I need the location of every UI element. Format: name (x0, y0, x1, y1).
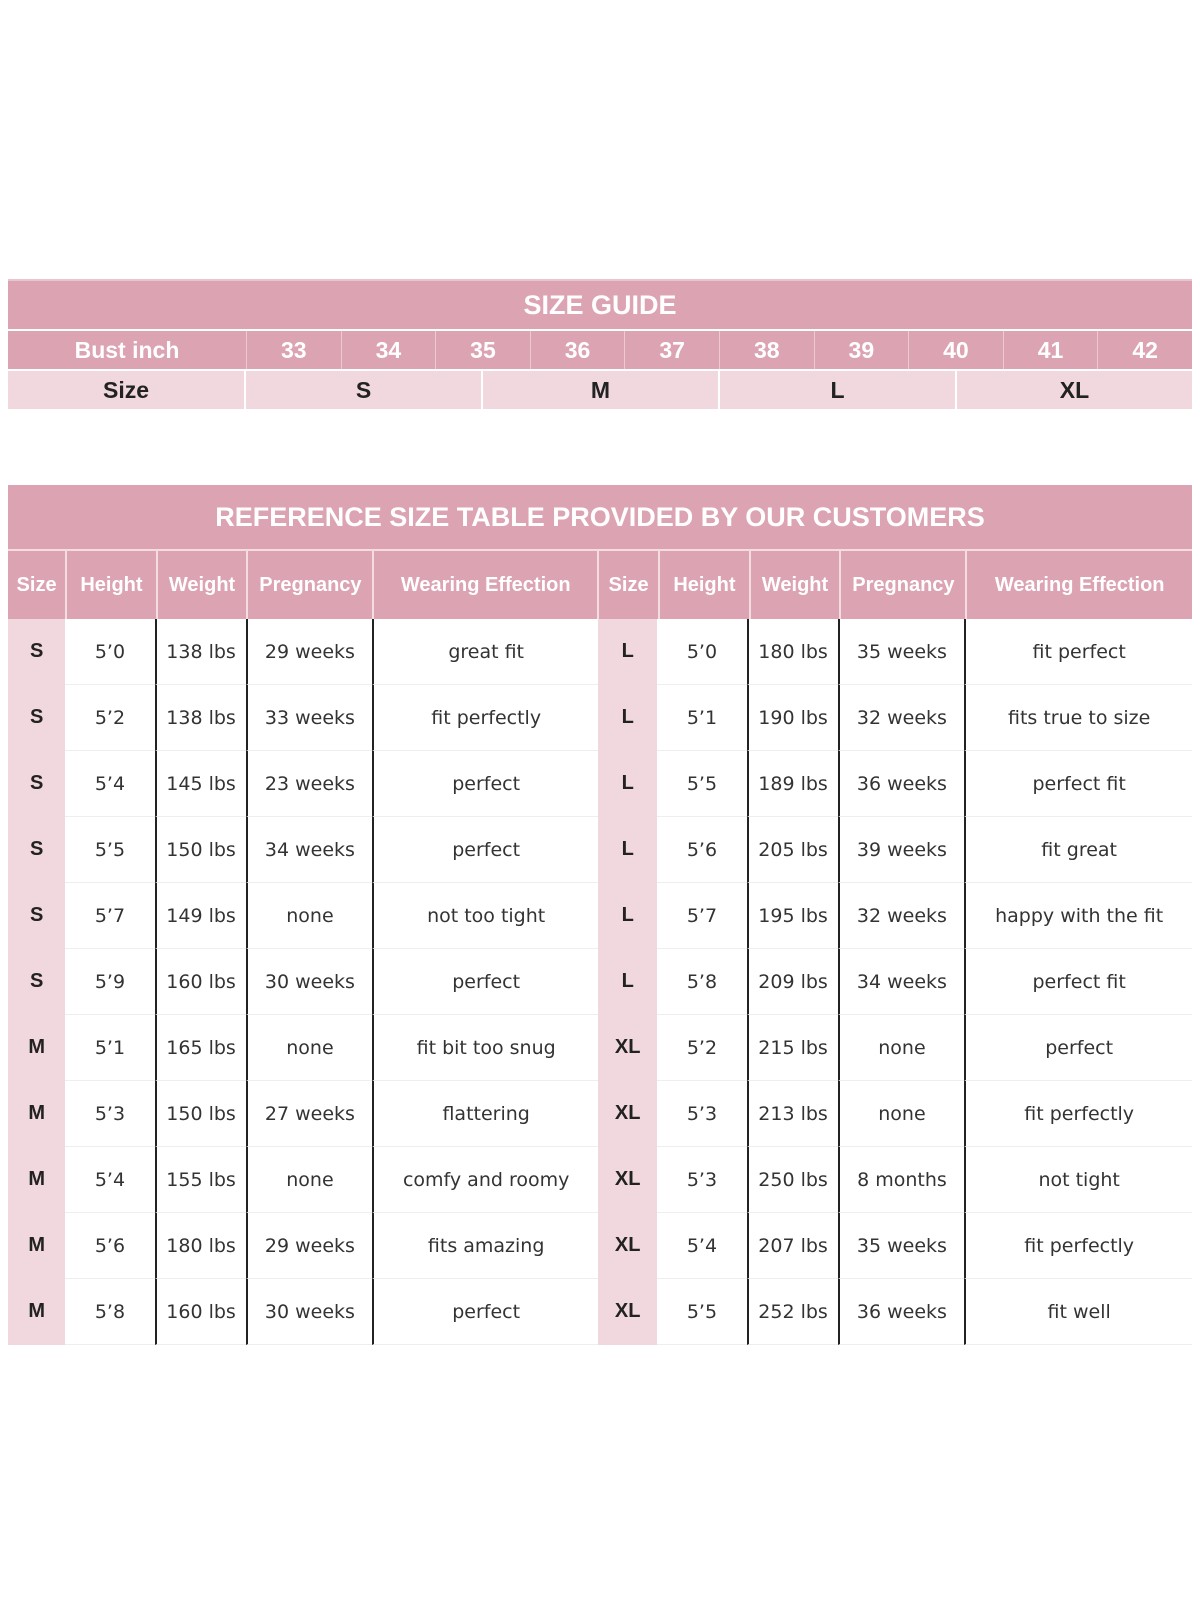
cell-pregnancy: 23 weeks (246, 751, 373, 817)
cell-pregnancy: 29 weeks (246, 1213, 373, 1279)
bust-row (8, 331, 1192, 369)
cell-pregnancy: 27 weeks (246, 1081, 373, 1147)
cell-weight: 155 lbs (155, 1147, 246, 1213)
table-row (8, 949, 1192, 1015)
cell-pregnancy: 36 weeks (838, 1279, 965, 1345)
cell-size: L (598, 619, 657, 685)
header-pregnancy: Pregnancy (839, 551, 965, 619)
table-row (8, 1213, 1192, 1279)
reference-title: REFERENCE SIZE TABLE PROVIDED BY OUR CUSTOMERS (8, 485, 1192, 551)
cell-weight: 205 lbs (747, 817, 838, 883)
cell-pregnancy: none (838, 1015, 965, 1081)
cell-weight: 180 lbs (747, 619, 838, 685)
cell-wearing-effection: perfect (372, 1279, 598, 1345)
cell-weight: 207 lbs (747, 1213, 838, 1279)
cell-weight: 165 lbs (155, 1015, 246, 1081)
cell-wearing-effection: perfect (372, 949, 598, 1015)
cell-pregnancy: none (246, 1147, 373, 1213)
header-weight: Weight (156, 551, 247, 619)
header-wearing-effection: Wearing Effection (965, 551, 1192, 619)
cell-wearing-effection: perfect fit (964, 949, 1192, 1015)
reference-header-row (8, 551, 1192, 619)
cell-weight: 138 lbs (155, 619, 246, 685)
cell-wearing-effection: fits true to size (964, 685, 1192, 751)
cell-height: 5’9 (65, 949, 154, 1015)
cell-pregnancy: none (246, 883, 373, 949)
cell-wearing-effection: perfect (964, 1015, 1192, 1081)
cell-pregnancy: 30 weeks (246, 1279, 373, 1345)
table-row (8, 1147, 1192, 1213)
bust-value: 35 (435, 331, 530, 369)
cell-height: 5’5 (657, 751, 746, 817)
cell-height: 5’0 (657, 619, 746, 685)
cell-height: 5’8 (65, 1279, 154, 1345)
cell-wearing-effection: comfy and roomy (372, 1147, 598, 1213)
cell-wearing-effection: fit perfectly (964, 1213, 1192, 1279)
bust-value: 33 (246, 331, 341, 369)
cell-weight: 150 lbs (155, 817, 246, 883)
bust-value: 42 (1097, 331, 1192, 369)
cell-wearing-effection: great fit (372, 619, 598, 685)
cell-height: 5’5 (65, 817, 154, 883)
bust-value: 36 (530, 331, 625, 369)
cell-weight: 209 lbs (747, 949, 838, 1015)
size-guide-title: SIZE GUIDE (8, 279, 1192, 329)
size-value: L (718, 371, 955, 409)
table-row (8, 817, 1192, 883)
cell-size: L (598, 685, 657, 751)
cell-pregnancy: 39 weeks (838, 817, 965, 883)
cell-size: L (598, 817, 657, 883)
cell-wearing-effection: fit perfectly (964, 1081, 1192, 1147)
bust-value: 40 (908, 331, 1003, 369)
header-wearing-effection: Wearing Effection (372, 551, 597, 619)
cell-height: 5’8 (657, 949, 746, 1015)
table-row (8, 1015, 1192, 1081)
cell-pregnancy: 34 weeks (246, 817, 373, 883)
cell-pregnancy: 35 weeks (838, 619, 965, 685)
size-value: S (244, 371, 481, 409)
size-row (8, 371, 1192, 409)
cell-size: M (8, 1279, 65, 1345)
cell-height: 5’6 (657, 817, 746, 883)
cell-size: M (8, 1015, 65, 1081)
cell-wearing-effection: perfect (372, 751, 598, 817)
cell-height: 5’4 (65, 1147, 154, 1213)
cell-pregnancy: 36 weeks (838, 751, 965, 817)
cell-wearing-effection: fit perfect (964, 619, 1192, 685)
cell-pregnancy: 8 months (838, 1147, 965, 1213)
cell-height: 5’3 (65, 1081, 154, 1147)
cell-wearing-effection: fit bit too snug (372, 1015, 598, 1081)
cell-pregnancy: 35 weeks (838, 1213, 965, 1279)
cell-height: 5’2 (65, 685, 154, 751)
cell-wearing-effection: fit perfectly (372, 685, 598, 751)
cell-height: 5’3 (657, 1081, 746, 1147)
table-row (8, 1279, 1192, 1345)
cell-height: 5’3 (657, 1147, 746, 1213)
cell-wearing-effection: not tight (964, 1147, 1192, 1213)
cell-size: M (8, 1147, 65, 1213)
table-row (8, 751, 1192, 817)
cell-weight: 195 lbs (747, 883, 838, 949)
cell-pregnancy: 34 weeks (838, 949, 965, 1015)
cell-height: 5’6 (65, 1213, 154, 1279)
cell-pregnancy: 29 weeks (246, 619, 373, 685)
reference-size-table (8, 485, 1192, 1345)
bust-value: 34 (341, 331, 436, 369)
cell-height: 5’5 (657, 1279, 746, 1345)
cell-weight: 160 lbs (155, 949, 246, 1015)
header-size: Size (16, 573, 57, 596)
cell-weight: 189 lbs (747, 751, 838, 817)
cell-weight: 145 lbs (155, 751, 246, 817)
cell-size: L (598, 883, 657, 949)
cell-pregnancy: 33 weeks (246, 685, 373, 751)
cell-size: S (8, 685, 65, 751)
cell-pregnancy: 32 weeks (838, 883, 965, 949)
reference-body (8, 619, 1192, 1345)
cell-pregnancy: 30 weeks (246, 949, 373, 1015)
cell-wearing-effection: flattering (372, 1081, 598, 1147)
cell-size: S (8, 817, 65, 883)
cell-size: M (8, 1081, 65, 1147)
cell-size: XL (598, 1081, 657, 1147)
table-row (8, 1081, 1192, 1147)
cell-pregnancy: none (246, 1015, 373, 1081)
size-value: XL (955, 371, 1192, 409)
cell-size: XL (598, 1279, 657, 1345)
cell-size: S (8, 619, 65, 685)
cell-weight: 213 lbs (747, 1081, 838, 1147)
cell-wearing-effection: perfect fit (964, 751, 1192, 817)
cell-height: 5’0 (65, 619, 154, 685)
cell-weight: 160 lbs (155, 1279, 246, 1345)
size-label: Size (102, 376, 150, 403)
size-value: M (481, 371, 718, 409)
header-size: Size (597, 551, 658, 619)
cell-weight: 150 lbs (155, 1081, 246, 1147)
cell-wearing-effection: not too tight (372, 883, 598, 949)
cell-wearing-effection: fit great (964, 817, 1192, 883)
header-height: Height (658, 551, 749, 619)
cell-weight: 138 lbs (155, 685, 246, 751)
cell-height: 5’2 (657, 1015, 746, 1081)
cell-pregnancy: none (838, 1081, 965, 1147)
table-row (8, 619, 1192, 685)
bust-value: 41 (1003, 331, 1098, 369)
cell-size: XL (598, 1147, 657, 1213)
header-weight: Weight (749, 551, 840, 619)
cell-wearing-effection: fit well (964, 1279, 1192, 1345)
cell-size: S (8, 949, 65, 1015)
cell-weight: 252 lbs (747, 1279, 838, 1345)
cell-size: L (598, 751, 657, 817)
bust-value: 37 (624, 331, 719, 369)
cell-size: S (8, 883, 65, 949)
cell-height: 5’7 (657, 883, 746, 949)
bust-label: Bust inch (74, 336, 180, 363)
cell-weight: 149 lbs (155, 883, 246, 949)
size-guide-table (8, 279, 1192, 409)
cell-size: M (8, 1213, 65, 1279)
cell-size: XL (598, 1213, 657, 1279)
cell-wearing-effection: happy with the fit (964, 883, 1192, 949)
cell-size: S (8, 751, 65, 817)
cell-height: 5’1 (657, 685, 746, 751)
bust-value: 39 (814, 331, 909, 369)
header-height: Height (65, 551, 156, 619)
bust-value: 38 (719, 331, 814, 369)
cell-weight: 250 lbs (747, 1147, 838, 1213)
table-row (8, 883, 1192, 949)
cell-weight: 180 lbs (155, 1213, 246, 1279)
cell-weight: 190 lbs (747, 685, 838, 751)
cell-height: 5’4 (657, 1213, 746, 1279)
header-pregnancy: Pregnancy (246, 551, 372, 619)
cell-size: L (598, 949, 657, 1015)
cell-weight: 215 lbs (747, 1015, 838, 1081)
table-row (8, 685, 1192, 751)
cell-wearing-effection: fits amazing (372, 1213, 598, 1279)
cell-height: 5’7 (65, 883, 154, 949)
cell-wearing-effection: perfect (372, 817, 598, 883)
cell-size: XL (598, 1015, 657, 1081)
cell-height: 5’1 (65, 1015, 154, 1081)
cell-height: 5’4 (65, 751, 154, 817)
cell-pregnancy: 32 weeks (838, 685, 965, 751)
